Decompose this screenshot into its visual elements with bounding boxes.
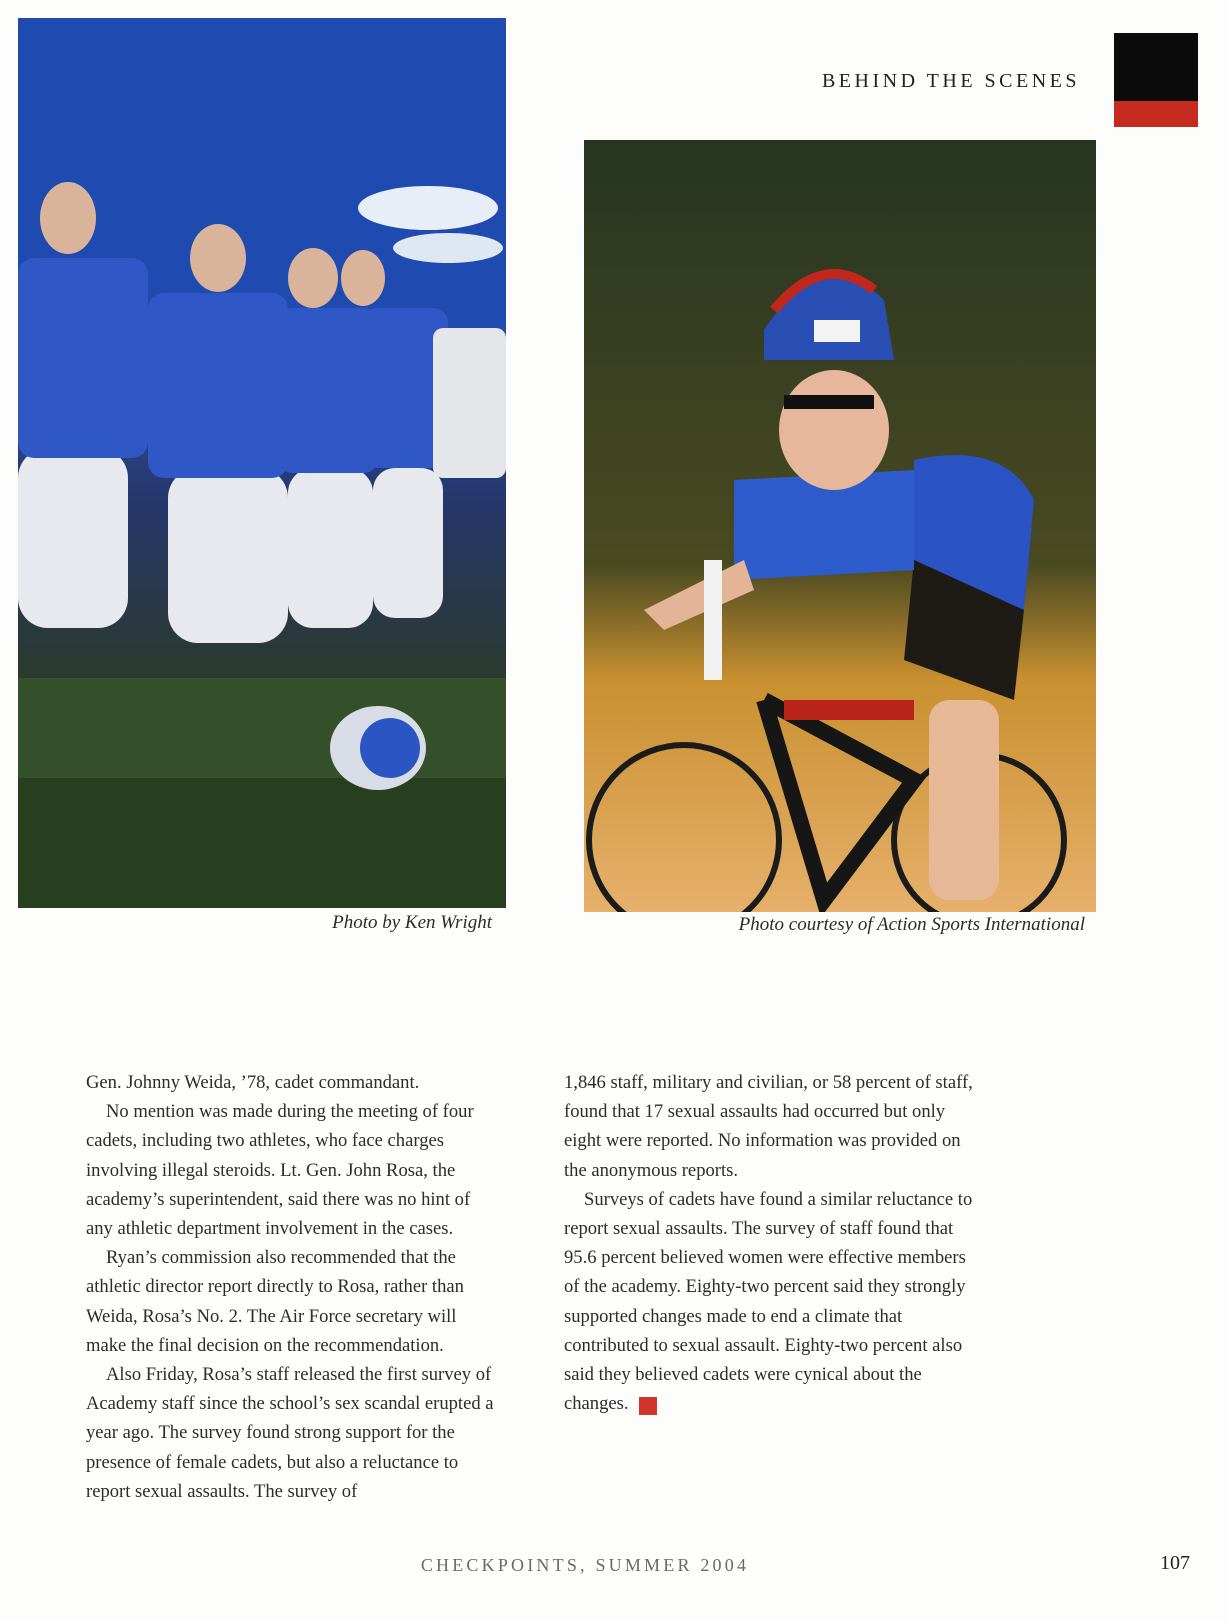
paragraph: Ryan’s commission also recommended that the athletic director report directly to Rosa, rather than Weida, Rosa’s No. 2. The Air Force secretary will make the final decision on the recommendation. xyxy=(86,1247,464,1356)
paragraph-text: Surveys of cadets have found a similar reluctance to report sexual assaults. The survey of staff found that 95.6 percent believed women were effective members of the academy. Eighty-two percent said they strongly supported changes made to end a climate that contributed to sexual assault. Eighty-two percent also said they believed cadets were cynical about the changes. xyxy=(564,1188,973,1415)
paragraph: Also Friday, Rosa’s staff released the first survey of Academy staff since the school’s sex scandal erupted a year ago. The survey found strong support for the presence of female cadets, but also a reluctance to report sexual assaults. The survey of xyxy=(86,1364,494,1502)
section-label: BEHIND THE SCENES xyxy=(821,70,1080,92)
paragraph: No mention was made during the meeting of four cadets, including two athletes, who face charges involving illegal steroids. Lt. Gen. John Rosa, the academy’s superintendent, said there was no hint of any athletic department involvement in the cases. xyxy=(86,1101,474,1240)
end-mark-icon: ✓ xyxy=(639,1397,657,1415)
paragraph-final xyxy=(564,1185,974,1419)
paragraph: 1,846 staff, military and civilian, or 58 percent of staff, found that 17 sexual assaults had occurred but only eight were reported. No information was provided on the anonymous reports. xyxy=(564,1072,973,1181)
photo-caption-left: Photo by Ken Wright xyxy=(332,912,492,933)
cyclist-photo xyxy=(584,140,1096,912)
article-column-right xyxy=(564,1068,974,1418)
football-players-photo xyxy=(18,18,506,908)
photo-caption-right: Photo courtesy of Action Sports International xyxy=(738,914,1085,935)
paragraph: Gen. Johnny Weida, ’78, cadet commandant. xyxy=(86,1072,420,1093)
section-tab-black xyxy=(1114,33,1198,101)
section-tab-red xyxy=(1114,101,1198,127)
article-column-left xyxy=(86,1068,496,1506)
publication-footer: CHECKPOINTS, SUMMER 2004 xyxy=(420,1555,750,1575)
page-number: 107 xyxy=(1160,1552,1190,1574)
